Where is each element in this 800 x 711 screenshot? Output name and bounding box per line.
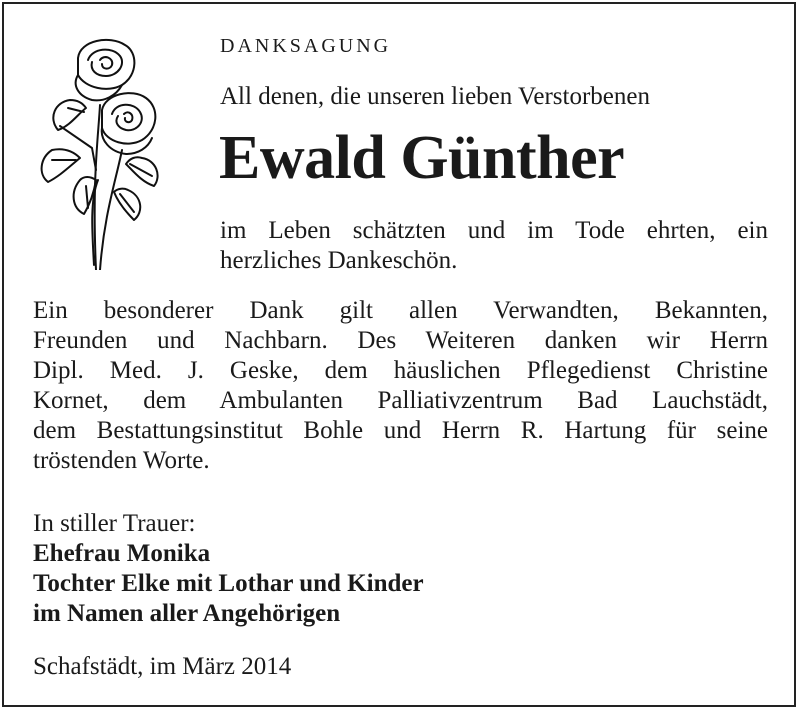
paragraph-line: dem Bestattungsinstitut Bohle und Herrn R. Hartung für seine	[33, 417, 768, 444]
paragraph-line: Freunden und Nachbarn. Des Weiteren danken wir Herrn	[33, 327, 768, 354]
paragraph-line: Kornet, dem Ambulanten Palliativzentrum Bad Lauchstädt,	[33, 387, 768, 414]
mourning-intro: In stiller Trauer:	[33, 510, 196, 537]
rose-icon	[30, 30, 165, 270]
thanks-paragraph	[33, 296, 768, 476]
after-name-line: herzliches Dankeschön.	[220, 247, 458, 274]
paragraph-line: Dipl. Med. J. Geske, dem häuslichen Pflegedienst Christine	[33, 357, 768, 384]
paragraph-line: Ein besonderer Dank gilt allen Verwandten, Bekannten,	[33, 297, 768, 324]
after-name-text	[220, 216, 768, 276]
mourner-name: Ehefrau Monika	[33, 540, 211, 567]
place-date: Schafstädt, im März 2014	[33, 653, 292, 680]
intro-line: All denen, die unseren lieben Verstorbenen	[220, 83, 650, 110]
mourner-name: im Namen aller Angehörigen	[33, 600, 341, 627]
notice-heading: DANKSAGUNG	[220, 35, 392, 57]
mourners-block	[33, 509, 424, 629]
mourner-name: Tochter Elke mit Lothar und Kinder	[33, 570, 424, 597]
deceased-name: Ewald Günther	[219, 124, 625, 192]
after-name-line: im Leben schätzten und im Tode ehrten, ein	[220, 217, 768, 244]
paragraph-line: tröstenden Worte.	[33, 447, 210, 474]
